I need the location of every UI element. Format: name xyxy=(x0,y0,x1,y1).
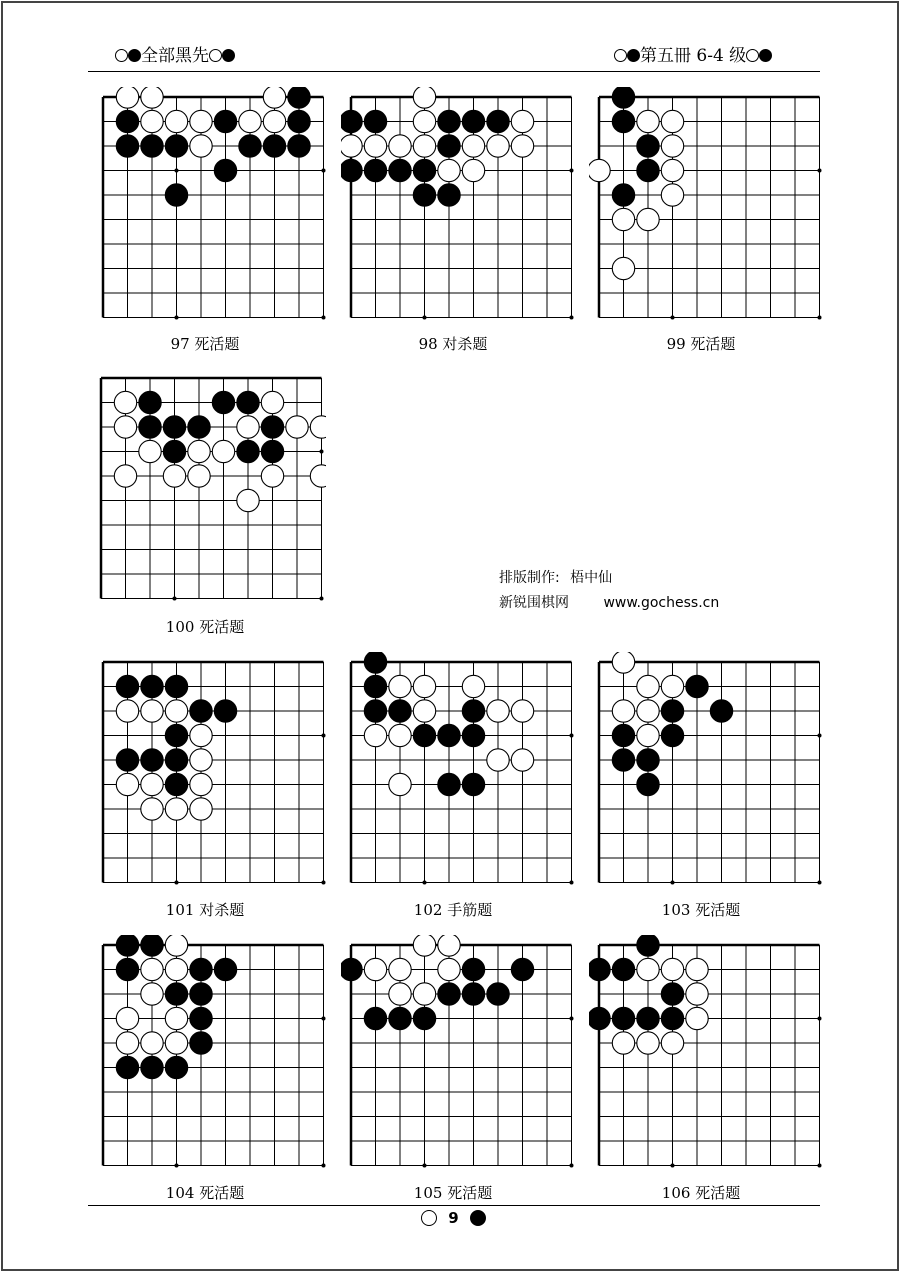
white-stone-icon xyxy=(746,49,759,62)
black-stone xyxy=(141,135,163,157)
go-board-102 xyxy=(341,652,576,887)
go-board-98 xyxy=(341,87,576,322)
white-stone xyxy=(511,110,533,132)
star-point xyxy=(322,1164,326,1168)
black-stone xyxy=(190,700,212,722)
white-stone xyxy=(389,958,411,980)
white-stone xyxy=(389,983,411,1005)
star-point xyxy=(173,597,177,601)
black-stone-icon xyxy=(470,1210,486,1226)
credit-value-1: 梧中仙 xyxy=(570,570,613,586)
white-stone xyxy=(413,935,435,956)
go-board-100 xyxy=(91,368,326,603)
black-stone xyxy=(686,675,708,697)
white-stone xyxy=(237,416,259,438)
board-svg xyxy=(341,87,576,322)
black-stone xyxy=(364,675,386,697)
white-stone xyxy=(190,798,212,820)
black-stone xyxy=(165,135,187,157)
white-stone xyxy=(413,87,435,108)
black-stone xyxy=(413,159,435,181)
star-point xyxy=(175,169,179,173)
white-stone xyxy=(165,958,187,980)
white-stone xyxy=(511,700,533,722)
white-stone xyxy=(190,749,212,771)
white-stone xyxy=(190,110,212,132)
black-stone xyxy=(637,135,659,157)
white-stone xyxy=(261,465,283,487)
black-stone xyxy=(263,135,285,157)
star-point xyxy=(423,316,427,320)
problem-caption-106: 106 死活题 xyxy=(661,1184,741,1202)
white-stone xyxy=(116,1007,138,1029)
white-stone xyxy=(389,675,411,697)
black-stone xyxy=(165,724,187,746)
header-left-text: 全部黑先 xyxy=(141,46,209,66)
star-point xyxy=(570,1017,574,1021)
black-stone xyxy=(661,700,683,722)
white-stone xyxy=(413,135,435,157)
white-stone xyxy=(114,391,136,413)
white-stone xyxy=(364,958,386,980)
black-stone xyxy=(116,749,138,771)
black-stone xyxy=(141,1056,163,1078)
black-stone xyxy=(438,983,460,1005)
black-stone xyxy=(637,159,659,181)
header-right-text: 第五冊 6-4 级 xyxy=(640,46,747,66)
black-stone xyxy=(364,700,386,722)
white-stone xyxy=(116,700,138,722)
white-stone xyxy=(310,416,325,438)
black-stone xyxy=(165,184,187,206)
black-stone xyxy=(364,159,386,181)
black-stone xyxy=(637,773,659,795)
white-stone xyxy=(163,465,185,487)
black-stone-icon xyxy=(128,49,141,62)
star-point xyxy=(322,1017,326,1021)
black-stone xyxy=(511,958,533,980)
black-stone xyxy=(239,135,261,157)
white-stone xyxy=(637,1032,659,1054)
board-svg xyxy=(91,368,326,603)
star-point xyxy=(423,1164,427,1168)
header-left xyxy=(115,45,235,67)
board-svg xyxy=(589,935,824,1170)
black-stone xyxy=(212,391,234,413)
black-stone xyxy=(612,958,634,980)
white-stone xyxy=(141,700,163,722)
star-point xyxy=(322,881,326,885)
star-point xyxy=(570,881,574,885)
page-number xyxy=(421,1209,486,1231)
star-point xyxy=(570,169,574,173)
board-svg xyxy=(93,87,328,322)
star-point xyxy=(175,316,179,320)
black-stone-icon xyxy=(759,49,772,62)
white-stone xyxy=(116,87,138,108)
black-stone xyxy=(261,440,283,462)
white-stone xyxy=(310,465,325,487)
white-stone xyxy=(438,159,460,181)
go-board-104 xyxy=(93,935,328,1170)
board-svg xyxy=(341,935,576,1170)
credit-line-2 xyxy=(499,593,719,613)
problem-caption-103: 103 死活题 xyxy=(661,901,741,919)
credit-value-2: www.gochess.cn xyxy=(603,595,720,611)
board-svg xyxy=(93,652,328,887)
black-stone xyxy=(214,110,236,132)
white-stone xyxy=(661,159,683,181)
black-stone xyxy=(190,1032,212,1054)
black-stone xyxy=(288,87,310,108)
white-stone xyxy=(190,135,212,157)
star-point xyxy=(818,734,822,738)
black-stone xyxy=(438,135,460,157)
white-stone xyxy=(612,257,634,279)
page-number-text: 9 xyxy=(448,1209,459,1227)
problem-caption-101: 101 对杀题 xyxy=(165,901,245,919)
star-point xyxy=(320,450,324,454)
white-stone xyxy=(462,135,484,157)
black-stone xyxy=(389,1007,411,1029)
black-stone xyxy=(364,110,386,132)
black-stone xyxy=(188,416,210,438)
white-stone xyxy=(341,135,362,157)
problem-caption-105: 105 死活题 xyxy=(413,1184,493,1202)
star-point xyxy=(322,734,326,738)
white-stone xyxy=(165,1007,187,1029)
white-stone xyxy=(188,465,210,487)
footer-divider xyxy=(88,1205,820,1206)
white-stone xyxy=(263,87,285,108)
header-divider xyxy=(88,71,820,72)
white-stone xyxy=(237,489,259,511)
white-stone xyxy=(637,958,659,980)
white-stone xyxy=(637,110,659,132)
black-stone xyxy=(116,935,138,956)
problem-caption-102: 102 手筋题 xyxy=(413,901,493,919)
white-stone xyxy=(612,208,634,230)
black-stone xyxy=(364,1007,386,1029)
white-stone xyxy=(188,440,210,462)
white-stone xyxy=(661,184,683,206)
black-stone xyxy=(190,958,212,980)
white-stone xyxy=(661,958,683,980)
black-stone xyxy=(661,983,683,1005)
star-point xyxy=(175,1164,179,1168)
black-stone xyxy=(141,675,163,697)
black-stone xyxy=(190,983,212,1005)
black-stone xyxy=(341,110,362,132)
star-point xyxy=(570,316,574,320)
black-stone xyxy=(438,724,460,746)
star-point xyxy=(671,881,675,885)
white-stone xyxy=(263,110,285,132)
white-stone xyxy=(686,983,708,1005)
white-stone xyxy=(389,724,411,746)
star-point xyxy=(818,169,822,173)
black-stone xyxy=(165,1056,187,1078)
black-stone xyxy=(413,1007,435,1029)
black-stone xyxy=(141,749,163,771)
white-stone xyxy=(114,465,136,487)
white-stone xyxy=(637,724,659,746)
black-stone xyxy=(165,749,187,771)
problem-caption-104: 104 死活题 xyxy=(165,1184,245,1202)
white-stone xyxy=(612,700,634,722)
white-stone xyxy=(141,983,163,1005)
white-stone xyxy=(487,700,509,722)
black-stone xyxy=(462,724,484,746)
white-stone xyxy=(212,440,234,462)
star-point xyxy=(320,597,324,601)
black-stone xyxy=(612,184,634,206)
white-stone xyxy=(165,935,187,956)
black-stone xyxy=(462,958,484,980)
black-stone xyxy=(214,700,236,722)
white-stone xyxy=(286,416,308,438)
black-stone xyxy=(288,110,310,132)
black-stone xyxy=(413,184,435,206)
white-stone xyxy=(686,1007,708,1029)
problem-caption-98: 98 对杀题 xyxy=(418,335,488,353)
white-stone xyxy=(413,700,435,722)
problem-caption-100: 100 死活题 xyxy=(165,618,245,636)
credit-label-1: 排版制作: xyxy=(499,570,560,586)
star-point xyxy=(423,881,427,885)
black-stone xyxy=(413,724,435,746)
go-board-97 xyxy=(93,87,328,322)
black-stone xyxy=(589,958,610,980)
black-stone-icon xyxy=(222,49,235,62)
white-stone xyxy=(364,135,386,157)
white-stone xyxy=(637,700,659,722)
black-stone xyxy=(341,159,362,181)
black-stone xyxy=(165,773,187,795)
white-stone xyxy=(413,983,435,1005)
star-point xyxy=(570,734,574,738)
board-svg xyxy=(589,87,824,322)
white-stone xyxy=(190,773,212,795)
black-stone xyxy=(116,1056,138,1078)
star-point xyxy=(322,169,326,173)
board-svg xyxy=(93,935,328,1170)
black-stone xyxy=(116,110,138,132)
white-stone xyxy=(114,416,136,438)
white-stone xyxy=(511,749,533,771)
white-stone xyxy=(165,1032,187,1054)
problem-caption-99: 99 死活题 xyxy=(666,335,736,353)
black-stone xyxy=(288,135,310,157)
white-stone xyxy=(413,675,435,697)
black-stone xyxy=(438,184,460,206)
white-stone xyxy=(661,135,683,157)
black-stone xyxy=(116,135,138,157)
star-point xyxy=(818,1017,822,1021)
white-stone xyxy=(190,724,212,746)
white-stone xyxy=(165,798,187,820)
star-point xyxy=(175,881,179,885)
black-stone-icon xyxy=(627,49,640,62)
white-stone xyxy=(141,110,163,132)
white-stone xyxy=(462,159,484,181)
board-svg xyxy=(341,652,576,887)
white-stone xyxy=(389,773,411,795)
white-stone xyxy=(661,675,683,697)
white-stone xyxy=(141,1032,163,1054)
white-stone xyxy=(438,958,460,980)
black-stone xyxy=(462,983,484,1005)
black-stone xyxy=(710,700,732,722)
black-stone xyxy=(612,1007,634,1029)
white-stone xyxy=(589,159,610,181)
black-stone xyxy=(139,391,161,413)
black-stone xyxy=(389,700,411,722)
black-stone xyxy=(462,700,484,722)
black-stone xyxy=(214,159,236,181)
black-stone xyxy=(637,935,659,956)
black-stone xyxy=(487,110,509,132)
black-stone xyxy=(116,675,138,697)
star-point xyxy=(570,1164,574,1168)
white-stone xyxy=(637,675,659,697)
white-stone xyxy=(389,135,411,157)
white-stone xyxy=(141,87,163,108)
go-board-105 xyxy=(341,935,576,1170)
white-stone xyxy=(116,1032,138,1054)
black-stone xyxy=(139,416,161,438)
white-stone xyxy=(511,135,533,157)
white-stone xyxy=(462,675,484,697)
black-stone xyxy=(364,652,386,673)
star-point xyxy=(818,1164,822,1168)
white-stone xyxy=(261,391,283,413)
white-stone xyxy=(487,749,509,771)
white-stone xyxy=(165,700,187,722)
black-stone xyxy=(462,110,484,132)
black-stone xyxy=(261,416,283,438)
white-stone xyxy=(239,110,261,132)
black-stone xyxy=(487,983,509,1005)
black-stone xyxy=(341,958,362,980)
black-stone xyxy=(163,416,185,438)
black-stone xyxy=(589,1007,610,1029)
black-stone xyxy=(612,749,634,771)
black-stone xyxy=(214,958,236,980)
black-stone xyxy=(163,440,185,462)
white-stone xyxy=(165,110,187,132)
go-board-106 xyxy=(589,935,824,1170)
white-stone xyxy=(141,798,163,820)
problem-caption-97: 97 死活题 xyxy=(170,335,240,353)
black-stone xyxy=(661,1007,683,1029)
star-point xyxy=(322,316,326,320)
star-point xyxy=(671,316,675,320)
white-stone xyxy=(686,958,708,980)
black-stone xyxy=(438,773,460,795)
white-stone xyxy=(438,935,460,956)
black-stone xyxy=(165,983,187,1005)
header-right xyxy=(614,45,772,67)
black-stone xyxy=(612,724,634,746)
white-stone xyxy=(612,652,634,673)
white-stone-icon xyxy=(421,1210,437,1226)
black-stone xyxy=(165,675,187,697)
black-stone xyxy=(612,110,634,132)
white-stone xyxy=(661,110,683,132)
black-stone xyxy=(661,724,683,746)
star-point xyxy=(671,1164,675,1168)
black-stone xyxy=(116,958,138,980)
star-point xyxy=(818,881,822,885)
black-stone xyxy=(637,749,659,771)
go-board-103 xyxy=(589,652,824,887)
white-stone xyxy=(413,110,435,132)
black-stone xyxy=(141,935,163,956)
white-stone xyxy=(139,440,161,462)
black-stone xyxy=(237,391,259,413)
black-stone xyxy=(462,773,484,795)
board-svg xyxy=(589,652,824,887)
credit-line-1 xyxy=(499,568,612,588)
black-stone xyxy=(389,159,411,181)
black-stone xyxy=(190,1007,212,1029)
black-stone xyxy=(637,1007,659,1029)
credit-label-2: 新锐围棋网 xyxy=(499,595,569,611)
white-stone xyxy=(364,724,386,746)
white-stone xyxy=(661,1032,683,1054)
white-stone xyxy=(612,1032,634,1054)
white-stone xyxy=(141,958,163,980)
white-stone xyxy=(141,773,163,795)
black-stone xyxy=(612,87,634,108)
black-stone xyxy=(237,440,259,462)
black-stone xyxy=(438,110,460,132)
go-board-99 xyxy=(589,87,824,322)
white-stone-icon xyxy=(209,49,222,62)
go-board-101 xyxy=(93,652,328,887)
white-stone-icon xyxy=(115,49,128,62)
white-stone xyxy=(637,208,659,230)
white-stone xyxy=(116,773,138,795)
star-point xyxy=(818,316,822,320)
white-stone xyxy=(487,135,509,157)
white-stone-icon xyxy=(614,49,627,62)
